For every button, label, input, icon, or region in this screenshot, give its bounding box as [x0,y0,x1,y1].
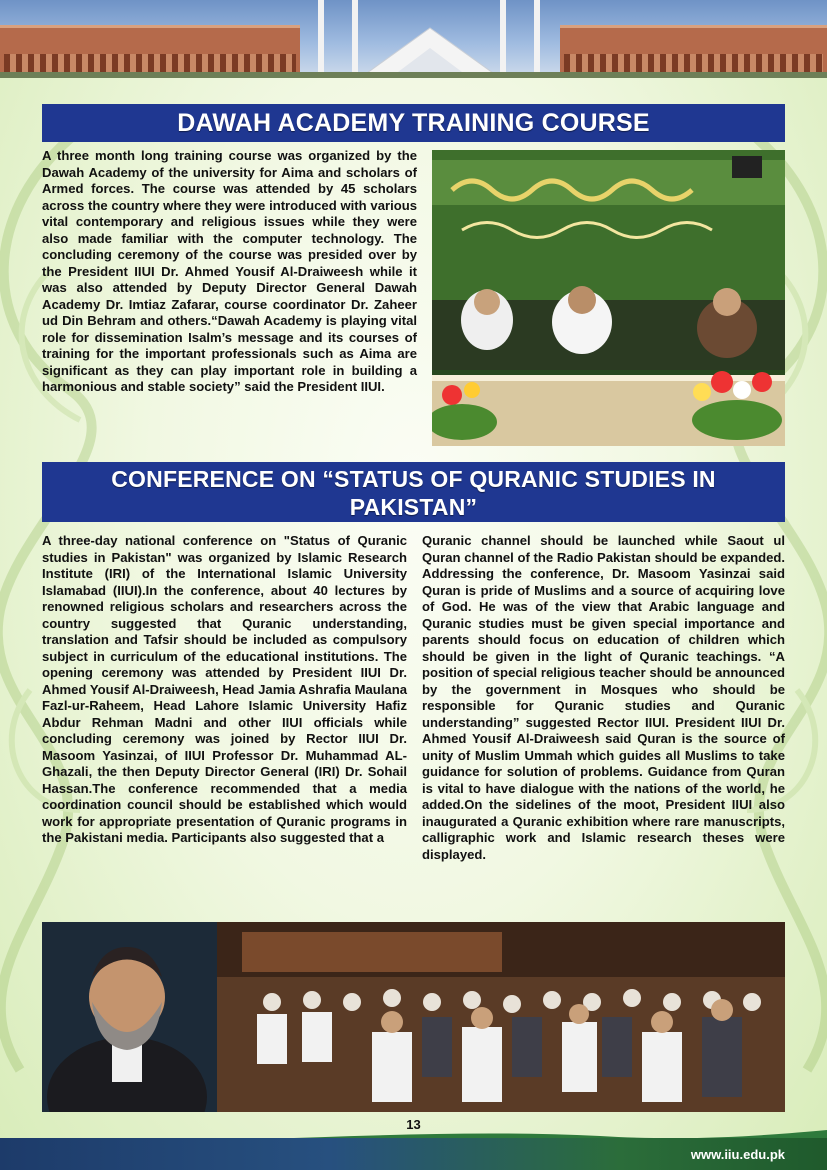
section-title-conference [42,462,785,522]
header-banner-image [0,0,827,78]
dawah-ceremony-photo [432,150,785,446]
conference-text-column-1: A three-day national conference on "Status of Quranic studies in Pakistan" was organized by Islamic Research Institute (IRI) of the International Islamic University Islamabad (IIUI).In the conference, about 40 lectures by renowned religious scholars and researchers across the country suggested that Quranic understanding, translation and Tafsir should be included as compulsory subject in curriculum of the educational institutions. The opening ceremony was attended by President IIUI Dr. Ahmed Yousif Al-Draiweesh, Head Jamia Ashrafia Maulana Fazl-ur-Raheem, Head Lahore Islamic University Hafiz Abdur Rehman Madni and other IIUI officials while concluding ceremony was joined by Rector IIUI Dr. Masoom Yasinzai, of IIUI Professor Dr. Muhammad AL-Ghazali, the then Deputy Director General (IRI) Dr. Sohail Hassan.The conference recommended that a media coordination council should be established which would work for appropriate presentation of Quranic programs in the Pakistani media. Participants also suggested that a [42,533,407,845]
dawah-article-text: A three month long training course was organized by the Dawah Academy of the university for Aima and scholars of Armed forces. The course was attended by 45 scholars across the country where they were introduced with various vital contemporary and religious issues while they were also made familiar with the computer technology. The concluding ceremony of the course was presided over by the President IIUI Dr. Ahmed Yousif Al-Draiweesh while it was also attended by Deputy Director General Dawah Academy Dr. Imtiaz Zafarar, course coordinator Dr. Zaheer ud Din Behram and others.“Dawah Academy is playing vital role for dissemination Isalm’s message and its courses of training for the important professionals such as Aima are significant as they can play important role in building a harmonious and stable society” said the President IIUI. [42,148,417,394]
section-title-dawah: DAWAH ACADEMY TRAINING COURSE [42,104,785,142]
conference-title-line2: PAKISTAN” [349,494,478,520]
conference-title-line1: CONFERENCE ON “STATUS OF QURANIC STUDIES IN [111,466,716,492]
page-number: 13 [406,1117,421,1132]
footer-url[interactable]: www.iiu.edu.pk [690,1147,785,1162]
conference-audience-photo [42,922,785,1112]
conference-text-column-2: Quranic channel should be launched while Saout ul Quran channel of the Radio Pakistan should be expanded. Addressing the conference, Dr. Masoom Yasinzai said Quran is pride of Muslims and a source of acquiring love of God. He was of the view that Arabic language and Quranic studies must be given special importance and parents should focus on education of children which should be given in the light of Quranic teachings. “A position of special religious teacher should be announced by the government in Mosques who should be responsible for Quranic studies and Quranic understanding” suggested Rector IIUI. President IIUI Dr. Ahmed Yousif Al-Draiweesh said Quran is the source of unity of Muslim Ummah which guides all Muslims to take guidance for solution of problems. Guidance from Quran is vital to have dialogue with the nations of the world, he added.On the sidelines of the moot, President IIUI also inaugurated a Quranic exhibition where rare manuscripts, calligraphic work and Islamic research theses were displayed. [422,533,785,862]
